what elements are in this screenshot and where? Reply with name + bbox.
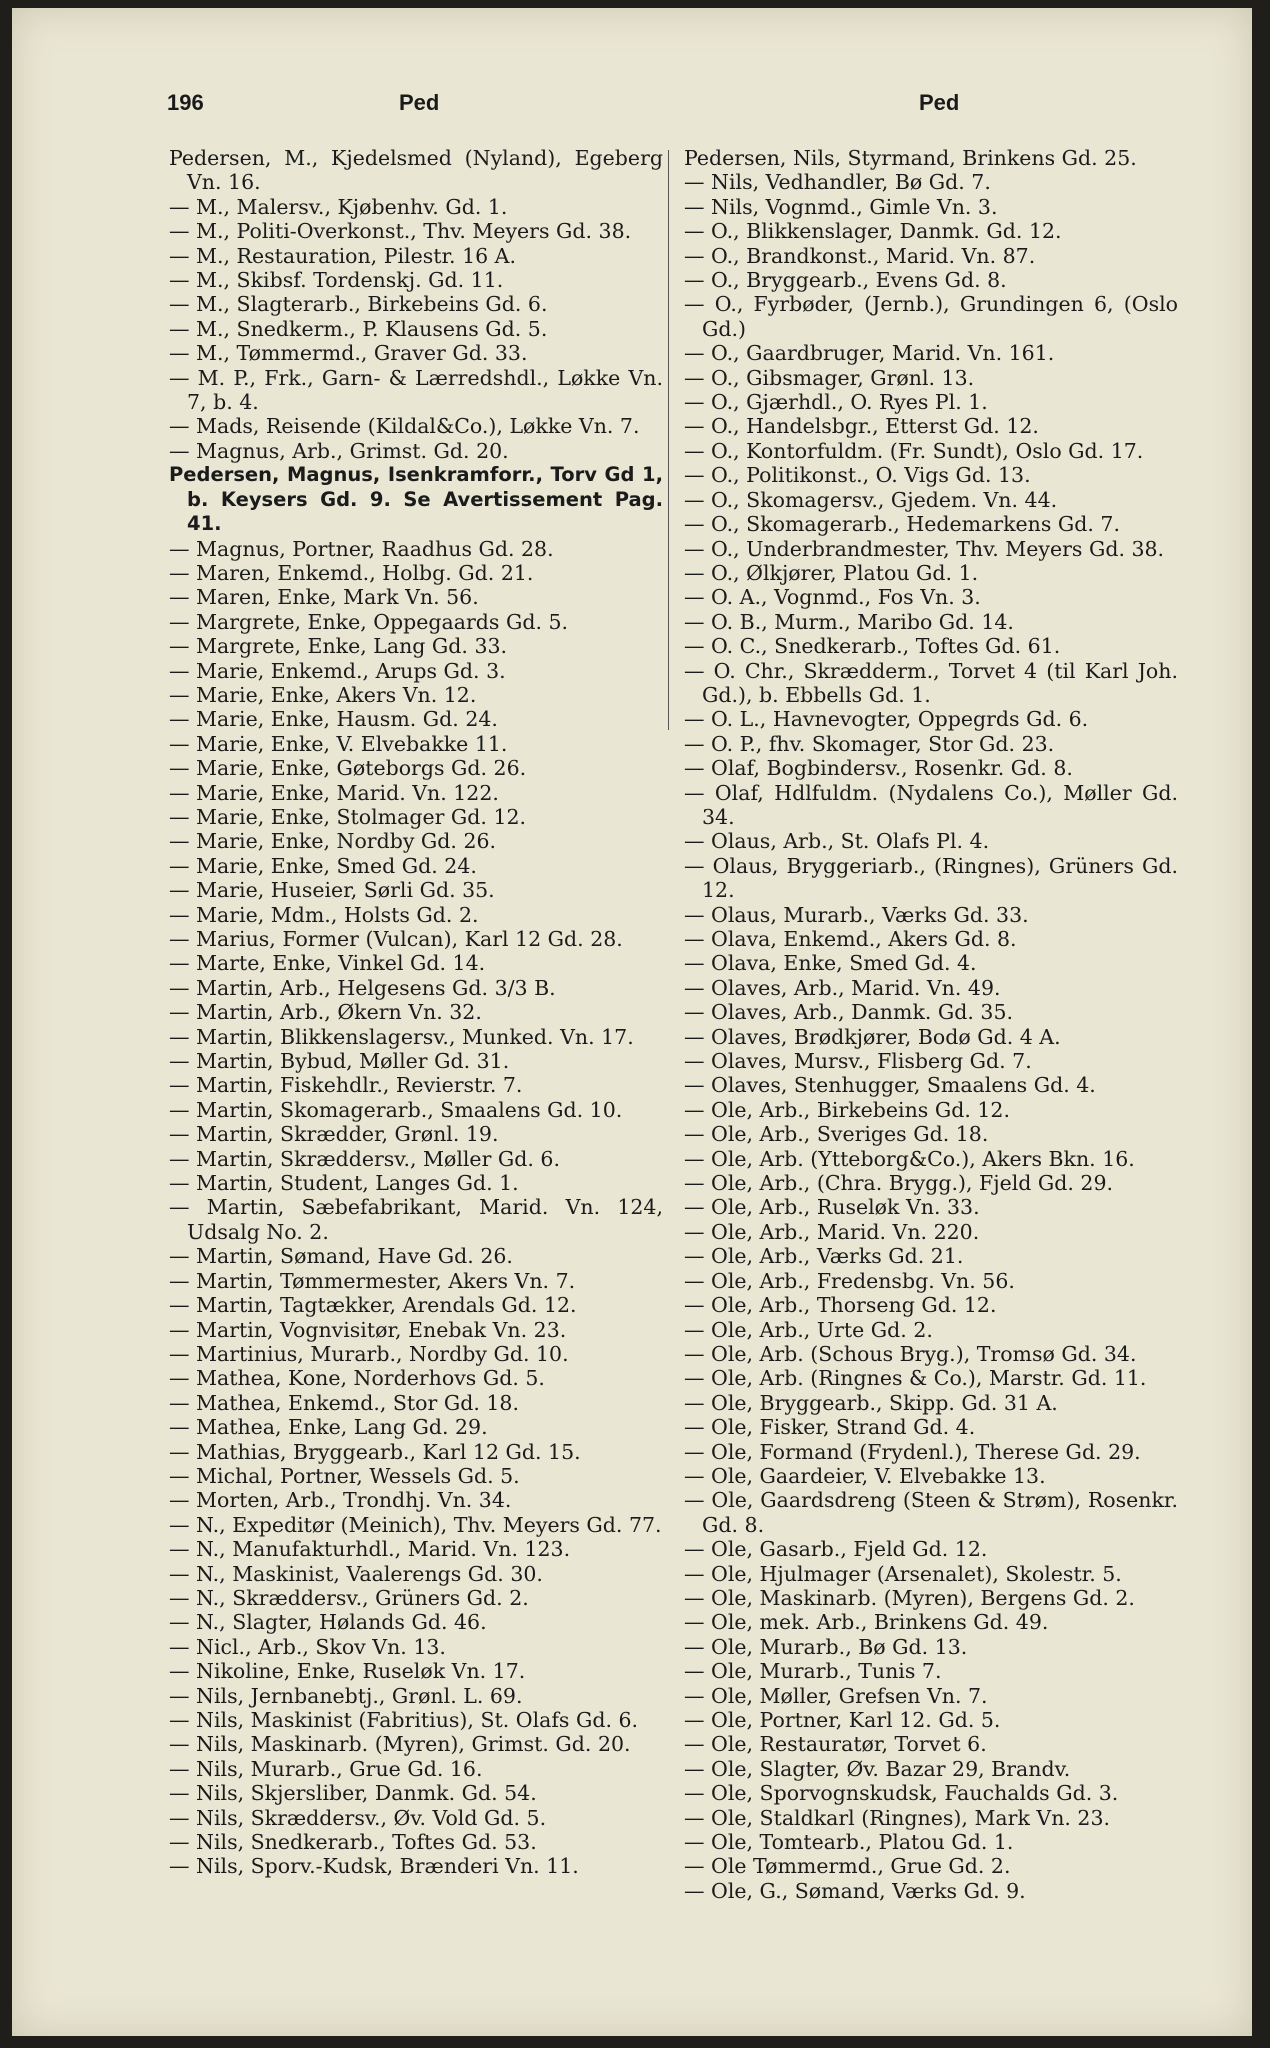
directory-entry: — Nils, Murarb., Grue Gd. 16. [169,1756,483,1781]
directory-entry: — Marie, Enkemd., Arups Gd. 3. [169,658,506,683]
directory-entry: — Martin, Sømand, Have Gd. 26. [169,1244,513,1269]
directory-entry: — Olava, Enke, Smed Gd. 4. [684,951,977,976]
directory-entry: — Marie, Enke, V. Elvebakke 11. [169,731,508,756]
directory-entry: — Mathea, Kone, Norderhovs Gd. 5. [169,1366,545,1391]
directory-entry: — M., Restauration, Pilestr. 16 A. [169,243,516,268]
directory-entry: — O. B., Murm., Maribo Gd. 14. [684,609,1014,634]
directory-entry: — O., Gjærhdl., O. Ryes Pl. 1. [684,390,988,415]
page-header [167,90,1192,126]
directory-entry: — O., Skomagerarb., Hedemarkens Gd. 7. [684,512,1120,537]
directory-entry: — Nils, Vedhandler, Bø Gd. 7. [684,170,991,195]
directory-entry: — Martin, Student, Langes Gd. 1. [169,1171,519,1196]
directory-page [12,8,1252,2036]
directory-entry: — Ole, Portner, Karl 12. Gd. 5. [684,1708,1001,1732]
directory-entry: — O., Handelsbgr., Etterst Gd. 12. [684,414,1039,439]
directory-entry: — O., Politikonst., O. Vigs Gd. 13. [684,463,1031,488]
directory-entry: — Ole, Arb., Fredensbg. Vn. 56. [684,1268,1015,1293]
directory-entry: — N., Skræddersv., Grüners Gd. 2. [169,1585,529,1610]
directory-entry: — Olaf, Bogbindersv., Rosenkr. Gd. 8. [684,756,1073,781]
directory-entry: — O. L., Havnevogter, Oppegrds Gd. 6. [684,707,1089,732]
directory-entry: — Marius, Former (Vulcan), Karl 12 Gd. 28. [169,927,623,951]
directory-entry: — Ole, Slagter, Øv. Bazar 29, Brandv. [684,1756,1071,1781]
directory-entry: — O. C., Snedkerarb., Toftes Gd. 61. [684,634,1061,659]
directory-entry: — O., Blikkenslager, Danmk. Gd. 12. [684,219,1062,244]
directory-entry: — Ole, Arb., Værks Gd. 21. [684,1244,964,1269]
directory-entry: — O., Underbrandmester, Thv. Meyers Gd. 38. [684,536,1165,561]
directory-entry: — Marie, Enke, Gøteborgs Gd. 26. [169,756,527,781]
directory-entry: — Ole, Fisker, Strand Gd. 4. [684,1415,976,1440]
directory-entry: — Ole, Arb., Sveriges Gd. 18. [684,1122,989,1147]
directory-entry: — N., Expeditør (Meinich), Thv. Meyers Gd. 77. [169,1512,662,1537]
directory-entry: — Ole, Sporvognskudsk, Fauchalds Gd. 3. [684,1781,1119,1806]
directory-entry: Pedersen, Magnus, Isenkramforr., Torv Gd 1, b. Keysers Gd. 9. Se Avertissement Pag. 41. [169,463,663,536]
directory-entry: — Ole, Arb., (Chra. Brygg.), Fjeld Gd. 29. [684,1171,1114,1196]
directory-entry: — Ole, Gaardsdreng (Steen & Strøm), Rosenkr. Gd. 8. [684,1488,1178,1537]
directory-entry: — Maren, Enke, Mark Vn. 56. [169,585,479,610]
directory-entry: — Ole Tømmermd., Grue Gd. 2. [684,1854,1011,1879]
directory-entry: — Ole, Møller, Grefsen Vn. 7. [684,1683,988,1708]
directory-entry: — Ole, Arb., Thorseng Gd. 12. [684,1293,997,1318]
directory-entry: — Michal, Portner, Wessels Gd. 5. [169,1463,520,1488]
directory-entry: — Nils, Maskinist (Fabritius), St. Olafs Gd. 6. [169,1708,639,1732]
directory-entry: — Martin, Arb., Helgesens Gd. 3/3 B. [169,975,556,1000]
page-number: 196 [167,90,204,115]
directory-entry: — Ole, Staldkarl (Ringnes), Mark Vn. 23. [684,1805,1111,1830]
directory-entry: — Olaves, Arb., Marid. Vn. 49. [684,975,1001,1000]
directory-entry: — O. A., Vognmd., Fos Vn. 3. [684,585,981,610]
directory-entry: — O., Bryggearb., Evens Gd. 8. [684,268,1007,293]
directory-entry: — Magnus, Arb., Grimst. Gd. 20. [169,438,509,463]
directory-entry: — O., Brandkonst., Marid. Vn. 87. [684,243,1036,268]
directory-entry: — Margrete, Enke, Oppegaards Gd. 5. [169,609,569,634]
directory-entry: — Ole, Arb., Urte Gd. 2. [684,1317,933,1342]
directory-entry: — Marie, Enke, Hausm. Gd. 24. [169,707,498,732]
directory-entry: — Martin, Blikkenslagersv., Munked. Vn. 17. [169,1024,634,1049]
directory-entry: — Olaf, Hdlfuldm. (Nydalens Co.), Møller Gd. 34. [684,780,1178,829]
directory-entry: — O., Skomagersv., Gjedem. Vn. 44. [684,487,1058,512]
directory-entry: — Ole, mek. Arb., Brinkens Gd. 49. [684,1610,1049,1635]
directory-entry: Pedersen, M., Kjedelsmed (Nyland), Egeberg Vn. 16. [169,146,663,195]
directory-entry: — Olaves, Arb., Danmk. Gd. 35. [684,1000,1014,1025]
directory-entry: — Mathias, Bryggearb., Karl 12 Gd. 15. [169,1439,581,1464]
directory-entry: — Marie, Enke, Nordby Gd. 26. [169,829,497,854]
directory-entry: — Ole, Murarb., Tunis 7. [684,1659,942,1684]
directory-entry: — Maren, Enkemd., Holbg. Gd. 21. [169,560,534,585]
directory-entry: Pedersen, Nils, Styrmand, Brinkens Gd. 25. [684,146,1137,170]
directory-entry: — O., Fyrbøder, (Jernb.), Grundingen 6, (Oslo Gd.) [684,292,1178,341]
column-divider [668,150,669,730]
directory-entry: — Ole, Arb., Marid. Vn. 220. [684,1219,980,1244]
directory-entry: — O., Ølkjører, Platou Gd. 1. [684,560,979,585]
directory-entry: — Nicl., Arb., Skov Vn. 13. [169,1634,446,1659]
directory-entry: — M., Slagterarb., Birkebeins Gd. 6. [169,292,548,317]
right-column [684,146,1178,1903]
directory-entry: — Marie, Enke, Smed Gd. 24. [169,853,477,878]
directory-entry: — Marie, Enke, Stolmager Gd. 12. [169,804,527,829]
left-running-head: Ped [399,90,440,115]
directory-entry: — Martin, Fiskehdlr., Revierstr. 7. [169,1073,523,1098]
directory-entry: — M., Tømmermd., Graver Gd. 33. [169,341,528,366]
directory-entry: — Morten, Arb., Trondhj. Vn. 34. [169,1488,512,1513]
directory-entry: — Martin, Tømmermester, Akers Vn. 7. [169,1268,576,1293]
directory-entry: — Ole, Formand (Frydenl.), Therese Gd. 29. [684,1439,1141,1464]
directory-entry: — N., Manufakturhdl., Marid. Vn. 123. [169,1537,571,1562]
directory-entry: — Marie, Enke, Akers Vn. 12. [169,682,477,707]
directory-entry: — Mads, Reisende (Kildal&Co.), Løkke Vn. 7. [169,414,640,439]
directory-entry: — Martin, Tagtækker, Arendals Gd. 12. [169,1293,577,1318]
directory-entry: — Ole, Arb., Ruseløk Vn. 33. [684,1195,980,1220]
directory-entry: — O. P., fhv. Skomager, Stor Gd. 23. [684,731,1055,756]
directory-entry: — Martin, Bybud, Møller Gd. 31. [169,1049,510,1074]
directory-entry: — Mathea, Enkemd., Stor Gd. 18. [169,1390,519,1415]
directory-entry: — Ole, Tomtearb., Platou Gd. 1. [684,1830,1014,1855]
directory-entry: — Marie, Enke, Marid. Vn. 122. [169,780,499,805]
directory-entry: — Ole, Arb. (Ringnes & Co.), Marstr. Gd. 11. [684,1366,1147,1391]
directory-entry: — Ole, Arb. (Ytteborg&Co.), Akers Bkn. 16. [684,1146,1135,1171]
directory-entry: — Ole, Gaardeier, V. Elvebakke 13. [684,1463,1046,1488]
directory-entry: — O., Kontorfuldm. (Fr. Sundt), Oslo Gd. 17. [684,438,1144,463]
directory-entry: — Margrete, Enke, Lang Gd. 33. [169,634,508,659]
directory-entry: — Olaus, Arb., St. Olafs Pl. 4. [684,829,990,854]
directory-entry: — Martin, Skomagerarb., Smaalens Gd. 10. [169,1097,623,1122]
directory-entry: — Marie, Huseier, Sørli Gd. 35. [169,878,495,903]
directory-entry: — Ole, Murarb., Bø Gd. 13. [684,1634,968,1659]
directory-entry: — Martin, Vognvisitør, Enebak Vn. 23. [169,1317,567,1342]
directory-entry: — Martin, Skrædder, Grønl. 19. [169,1122,499,1147]
directory-entry: — M., Snedkerm., P. Klausens Gd. 5. [169,316,548,341]
directory-entry: — Marie, Mdm., Holsts Gd. 2. [169,902,479,927]
directory-entry: — Nils, Vognmd., Gimle Vn. 3. [684,194,998,219]
directory-entry: — Ole, Arb. (Schous Bryg.), Tromsø Gd. 34. [684,1341,1137,1366]
directory-entry: — M., Politi-Overkonst., Thv. Meyers Gd. 38. [169,219,632,244]
directory-entry: — Marte, Enke, Vinkel Gd. 14. [169,951,486,976]
directory-entry: — Nils, Maskinarb. (Myren), Grimst. Gd. 20. [169,1732,631,1757]
directory-entry: — Ole, Bryggearb., Skipp. Gd. 31 A. [684,1390,1058,1415]
directory-entry: — Nils, Sporv.-Kudsk, Brænderi Vn. 11. [169,1854,579,1879]
directory-entry: — Martin, Skræddersv., Møller Gd. 6. [169,1146,560,1171]
directory-entry: — O. Chr., Skrædderm., Torvet 4 (til Karl Joh. Gd.), b. Ebbells Gd. 1. [684,658,1178,707]
directory-entry: — N., Maskinist, Vaalerengs Gd. 30. [169,1561,543,1586]
directory-entry: — Martin, Arb., Økern Vn. 32. [169,1000,482,1025]
directory-entry: — Ole, Arb., Birkebeins Gd. 12. [684,1097,1010,1122]
directory-entry: — M., Malersv., Kjøbenhv. Gd. 1. [169,194,508,219]
directory-entry: — Martin, Sæbefabrikant, Marid. Vn. 124, Udsalg No. 2. [169,1195,663,1244]
directory-entry: — Nils, Snedkerarb., Toftes Gd. 53. [169,1830,537,1855]
directory-entry: — Magnus, Portner, Raadhus Gd. 28. [169,536,554,561]
directory-entry: — Olaus, Bryggeriarb., (Ringnes), Grüners Gd. 12. [684,853,1178,903]
left-column [169,146,663,1879]
directory-entry: — Ole, G., Sømand, Værks Gd. 9. [684,1878,1026,1903]
right-running-head: Ped [919,90,960,115]
directory-entry: — N., Slagter, Hølands Gd. 46. [169,1610,487,1635]
directory-entry: — Ole, Maskinarb. (Myren), Bergens Gd. 2. [684,1585,1135,1610]
directory-entry: — Nils, Jernbanebtj., Grønl. L. 69. [169,1683,523,1708]
directory-entry: — Nils, Skræddersv., Øv. Vold Gd. 5. [169,1805,547,1830]
directory-entry: — Nils, Skjersliber, Danmk. Gd. 54. [169,1781,537,1806]
directory-entry: — Ole, Hjulmager (Arsenalet), Skolestr. 5. [684,1561,1122,1586]
directory-entry: — Martinius, Murarb., Nordby Gd. 10. [169,1341,569,1366]
directory-entry: — Olaves, Brødkjører, Bodø Gd. 4 A. [684,1024,1061,1049]
directory-entry: — O., Gibsmager, Grønl. 13. [684,365,975,390]
directory-entry: — O., Gaardbruger, Marid. Vn. 161. [684,341,1055,366]
directory-entry: — Olava, Enkemd., Akers Gd. 8. [684,927,1017,951]
directory-entry: — Mathea, Enke, Lang Gd. 29. [169,1415,488,1440]
directory-entry: — Nikoline, Enke, Ruseløk Vn. 17. [169,1659,526,1684]
directory-entry: — Olaus, Murarb., Værks Gd. 33. [684,902,1029,927]
directory-entry: — Ole, Gasarb., Fjeld Gd. 12. [684,1537,988,1562]
directory-entry: — Olaves, Mursv., Flisberg Gd. 7. [684,1049,1032,1074]
directory-entry: — Ole, Restauratør, Torvet 6. [684,1732,987,1757]
directory-entry: — M., Skibsf. Tordenskj. Gd. 11. [169,268,504,293]
directory-entry: — Olaves, Stenhugger, Smaalens Gd. 4. [684,1073,1096,1098]
directory-entry: — M. P., Frk., Garn- & Lærredshdl., Løkke Vn. 7, b. 4. [169,365,663,415]
